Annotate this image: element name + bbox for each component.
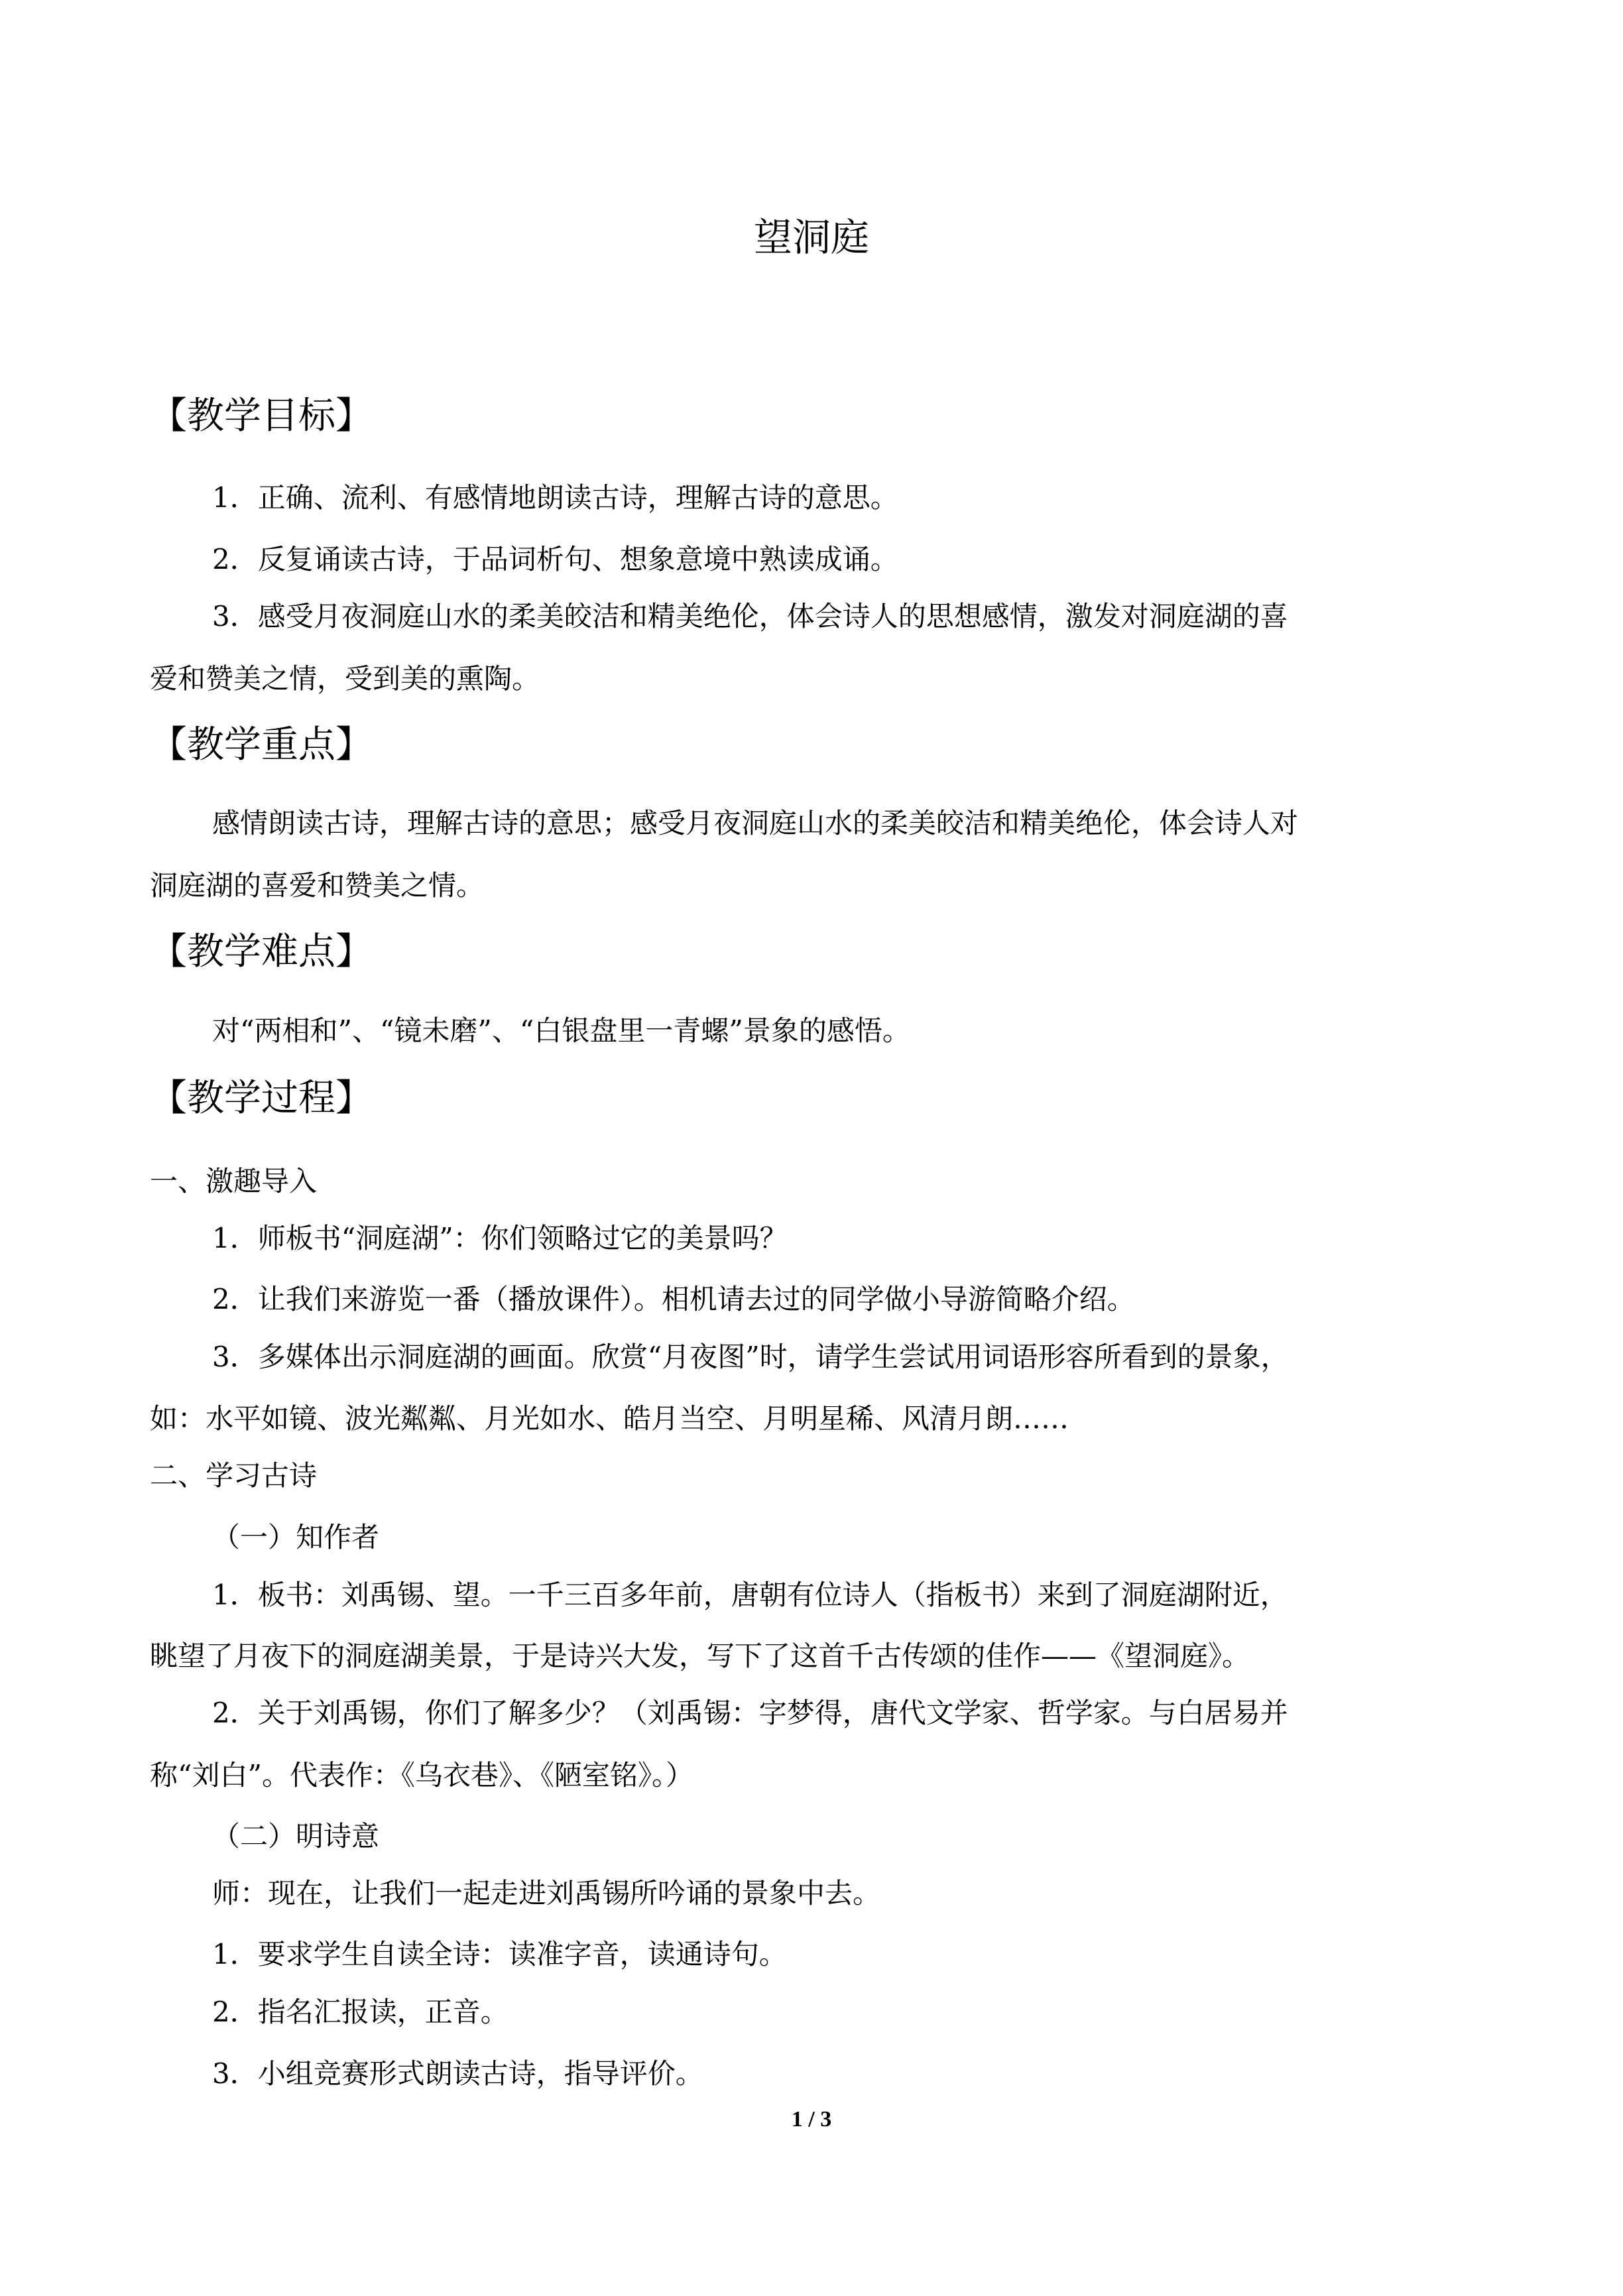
objective-item: 3．感受月夜洞庭山水的柔美皎洁和精美绝伦，体会诗人的思想感情，激发对洞庭湖的喜 xyxy=(212,600,1288,633)
objectives-heading: 【教学目标】 xyxy=(150,394,373,438)
difficulties-heading: 【教学难点】 xyxy=(150,930,373,973)
sub1-item-cont: 眺望了月夜下的洞庭湖美景，于是诗兴大发，写下了这首千古传颂的佳作——《望洞庭》。 xyxy=(150,1640,1250,1672)
sub2-item: 3．小组竞赛形式朗读古诗，指导评价。 xyxy=(212,2057,703,2090)
objective-item: 2．反复诵读古诗，于品词析句、想象意境中熟读成诵。 xyxy=(212,543,898,575)
sub2-item: 2．指名汇报读，正音。 xyxy=(212,1996,509,2028)
sub1-item: 2．关于刘禹锡，你们了解多少？（刘禹锡：字梦得，唐代文学家、哲学家。与白居易并 xyxy=(212,1697,1288,1729)
part2-title: 二、学习古诗 xyxy=(150,1459,318,1492)
sub2-item: 师：现在，让我们一起走进刘禹锡所吟诵的景象中去。 xyxy=(212,1877,881,1909)
objective-item-cont: 爱和赞美之情，受到美的熏陶。 xyxy=(150,662,540,695)
page-number: 1 / 3 xyxy=(791,2107,832,2132)
key-points-line: 感情朗读古诗，理解古诗的意思；感受月夜洞庭山水的柔美皎洁和精美绝伦，体会诗人对 xyxy=(212,807,1299,839)
sub1-item: 1．板书：刘禹锡、望。一千三百多年前，唐朝有位诗人（指板书）来到了洞庭湖附近， xyxy=(212,1579,1288,1611)
part1-item: 3．多媒体出示洞庭湖的画面。欣赏“月夜图”时，请学生尝试用词语形容所看到的景象， xyxy=(212,1341,1289,1373)
key-points-line: 洞庭湖的喜爱和赞美之情。 xyxy=(150,869,485,902)
sub2-title: （二）明诗意 xyxy=(212,1820,380,1852)
part1-item-cont: 如：水平如镜、波光粼粼、月光如水、皓月当空、月明星稀、风清月朗…… xyxy=(150,1402,1069,1435)
key-points-heading: 【教学重点】 xyxy=(150,723,373,766)
objective-item: 1．正确、流利、有感情地朗读古诗，理解古诗的意思。 xyxy=(212,481,898,514)
sub1-item-cont: 称“刘白”。代表作：《乌衣巷》、《陋室铭》。） xyxy=(150,1759,693,1791)
part1-item: 1．师板书“洞庭湖”：你们领略过它的美景吗？ xyxy=(212,1222,788,1254)
part1-title: 一、激趣导入 xyxy=(150,1165,318,1197)
sub2-item: 1．要求学生自读全诗：读准字音，读通诗句。 xyxy=(212,1938,787,1970)
part1-item: 2．让我们来游览一番（播放课件）。相机请去过的同学做小导游简略介绍。 xyxy=(212,1283,1135,1315)
sub1-title: （一）知作者 xyxy=(212,1521,380,1553)
difficulties-line: 对“两相和”、“镜未磨”、“白银盘里一青螺”景象的感悟。 xyxy=(212,1014,910,1047)
page-title: 望洞庭 xyxy=(753,215,869,260)
process-heading: 【教学过程】 xyxy=(150,1077,373,1120)
